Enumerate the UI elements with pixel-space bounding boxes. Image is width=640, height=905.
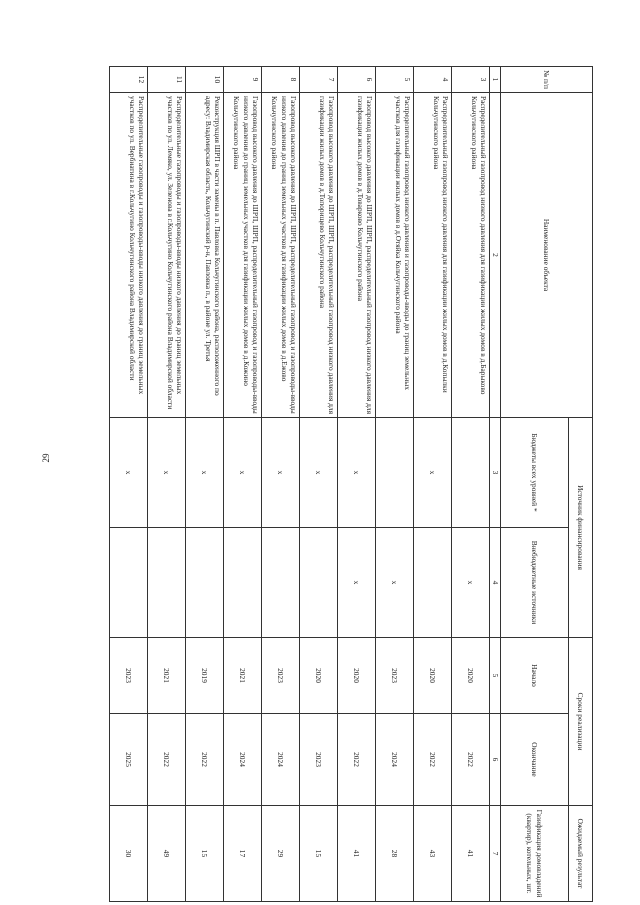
budget-mark: х — [224, 418, 262, 528]
object-name: Газопровод высокого давления до ШРП, ШРП, распределительный газопровод низкого давления для газификации жилых домов в д.Топорищево Кольчугинского района — [300, 93, 338, 418]
index-cell: 4 — [490, 528, 501, 638]
header-start: Начало — [501, 638, 569, 714]
start-year: 2020 — [300, 638, 338, 714]
header-expected: Ожидаемый результат — [569, 806, 593, 902]
gasification-count: 28 — [376, 806, 414, 902]
index-cell: 5 — [490, 638, 501, 714]
gasification-count: 41 — [338, 806, 376, 902]
table-row — [452, 67, 490, 902]
end-year: 2023 — [300, 714, 338, 806]
start-year: 2023 — [110, 638, 148, 714]
gasification-count: 17 — [224, 806, 262, 902]
object-name: Газопровод высокого давления до ШРП, ШРП, распределительный газопровод и газопроводы-вводы низкого давления до границ земельных участков для газификации жилых домов в д.Кожино Кольчугинского района — [224, 93, 262, 418]
table-row — [338, 67, 376, 902]
rotated-table-container — [103, 66, 593, 901]
start-year: 2021 — [148, 638, 186, 714]
extra-mark — [262, 528, 300, 638]
object-name: Распределительный газопровод низкого давления для газификации жилых домов в д.Барыково Кольчугинского района — [452, 93, 490, 418]
header-terms: Сроки реализации — [569, 638, 593, 806]
gasification-count: 15 — [300, 806, 338, 902]
object-name: Распределительные газопроводы и газопроводы-вводы низкого давления до границ земельных участков по ул. Лемяко, ул. Зеленова в г.Кольчугино Кольчугинского района Владимирской области — [148, 93, 186, 418]
header-num: № п/п — [501, 67, 593, 93]
object-name: Распределительный газопровод низкого давления и газопроводы-вводы до границ земельных участков для газификации жилых домов в д.Отяйка Кольчугинского района — [376, 93, 414, 418]
start-year: 2020 — [338, 638, 376, 714]
index-cell: 7 — [490, 806, 501, 902]
table-row — [262, 67, 300, 902]
start-year: 2023 — [262, 638, 300, 714]
table-row — [186, 67, 224, 902]
gasification-count: 41 — [452, 806, 490, 902]
row-number: 6 — [338, 67, 376, 93]
end-year: 2024 — [224, 714, 262, 806]
page-number: 29 — [41, 453, 51, 463]
end-year: 2025 — [110, 714, 148, 806]
object-name: Распределительные газопроводы и газопроводы-вводы низкого давления до границ земельных участков по ул. Вербиатина в г.Кольчугино Кольчугинского района Владимирской области — [110, 93, 148, 418]
start-year: 2023 — [376, 638, 414, 714]
budget-mark: х — [338, 418, 376, 528]
budget-mark: х — [148, 418, 186, 528]
start-year: 2020 — [452, 638, 490, 714]
extra-mark — [300, 528, 338, 638]
header-end: Окончание — [501, 714, 569, 806]
end-year: 2022 — [338, 714, 376, 806]
table-row — [110, 67, 148, 902]
index-cell: 2 — [490, 93, 501, 418]
end-year: 2024 — [262, 714, 300, 806]
start-year: 2021 — [224, 638, 262, 714]
index-row — [490, 67, 501, 902]
extra-mark — [414, 528, 452, 638]
row-number: 12 — [110, 67, 148, 93]
end-year: 2024 — [376, 714, 414, 806]
header-name: Наименование объекта — [501, 93, 593, 418]
row-number: 9 — [224, 67, 262, 93]
extra-mark — [110, 528, 148, 638]
table-row — [224, 67, 262, 902]
object-name: Распределительный газопровод низкого давления для газификации жилых домов в д.Копылки Кольчугинского района — [414, 93, 452, 418]
gasification-count: 15 — [186, 806, 224, 902]
extra-mark — [224, 528, 262, 638]
extra-mark: х — [452, 528, 490, 638]
header-extra: Внебюджетные источники — [501, 528, 569, 638]
gasification-count: 29 — [262, 806, 300, 902]
table-body — [110, 67, 490, 902]
end-year: 2022 — [452, 714, 490, 806]
index-cell: 1 — [490, 67, 501, 93]
table-row — [148, 67, 186, 902]
object-name: Газопровод высокого давления до ШРП, ШРП, распределительный газопровод низкого давления для газификации жилых домов в д.Товарково Кольчугинского района — [338, 93, 376, 418]
budget-mark: х — [262, 418, 300, 528]
row-number: 10 — [186, 67, 224, 93]
object-name: Реконструкция ШРП в части замены в п. Павловка Кольчугинского района, расположенного по адресу: Владимирская область, Кольчугинский р-н, Павловка п., в районе ул. Третья — [186, 93, 224, 418]
end-year: 2022 — [148, 714, 186, 806]
row-number: 4 — [414, 67, 452, 93]
index-cell: 3 — [490, 418, 501, 528]
objects-table — [109, 66, 593, 902]
header-financing: Источник финансирования — [569, 418, 593, 638]
table-row — [376, 67, 414, 902]
budget-mark: х — [186, 418, 224, 528]
row-number: 8 — [262, 67, 300, 93]
budget-mark — [452, 418, 490, 528]
row-number: 11 — [148, 67, 186, 93]
gasification-count: 43 — [414, 806, 452, 902]
row-number: 5 — [376, 67, 414, 93]
header-budget: Бюджеты всех уровней * — [501, 418, 569, 528]
extra-mark — [186, 528, 224, 638]
budget-mark — [376, 418, 414, 528]
gasification-count: 30 — [110, 806, 148, 902]
budget-mark: х — [414, 418, 452, 528]
row-number: 3 — [452, 67, 490, 93]
header-gasification: Газификация домовладений (квартир), котельных, шт. — [501, 806, 569, 902]
start-year: 2019 — [186, 638, 224, 714]
row-number: 7 — [300, 67, 338, 93]
table-row — [300, 67, 338, 902]
budget-mark: х — [110, 418, 148, 528]
budget-mark: х — [300, 418, 338, 528]
object-name: Газопровод высокого давления до ШРП, ШРП, распределительный газопровод и газопроводы-вводы низкого давления до границ земельных участков для газификации жилых домов в д.Ежово Кольчугинского района — [262, 93, 300, 418]
extra-mark: х — [338, 528, 376, 638]
end-year: 2022 — [414, 714, 452, 806]
gasification-count: 49 — [148, 806, 186, 902]
start-year: 2020 — [414, 638, 452, 714]
end-year: 2022 — [186, 714, 224, 806]
extra-mark — [148, 528, 186, 638]
table-row — [414, 67, 452, 902]
index-cell: 6 — [490, 714, 501, 806]
extra-mark: х — [376, 528, 414, 638]
